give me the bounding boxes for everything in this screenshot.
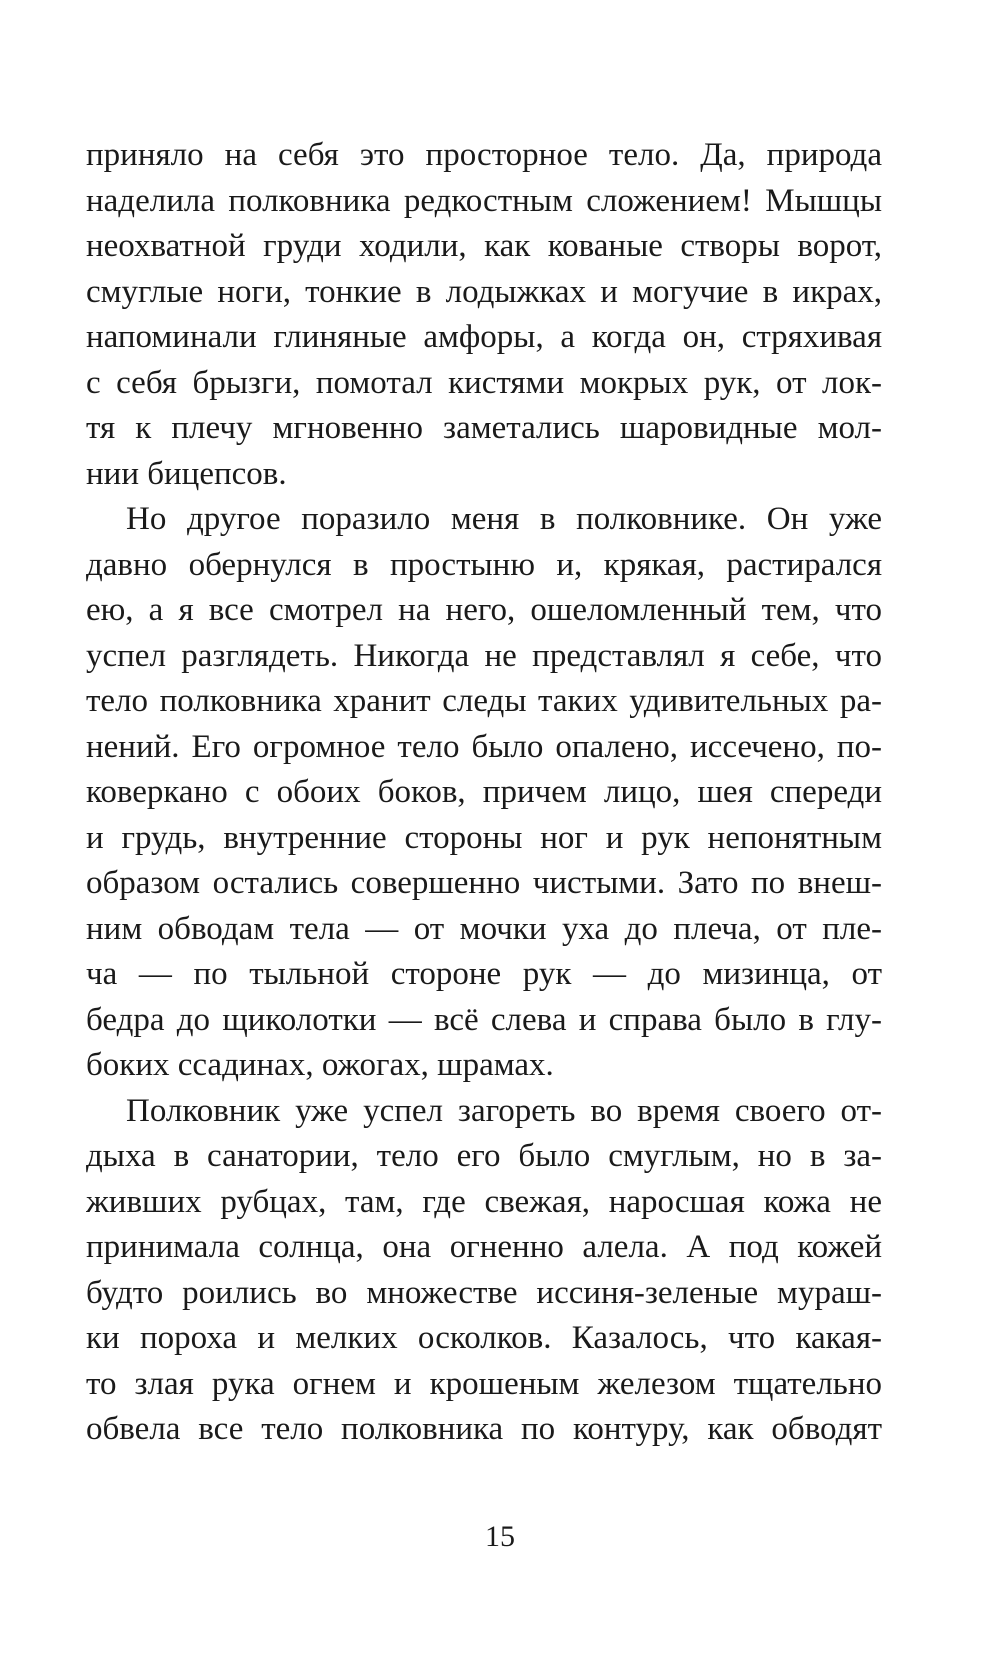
text-line: дыха в санатории, тело его было смуглым, но в за-: [86, 1138, 882, 1174]
text-line: и грудь, внутренние стороны ног и рук непонятным: [86, 819, 882, 856]
text-line: неохватной груди ходили, как кованые створы ворот,: [86, 228, 882, 264]
text-line: с себя брызги, помотал кистями мокрых рук, от лок-: [86, 364, 882, 401]
text-line: будто роились во множестве иссиня-зеленые мураш-: [86, 1274, 882, 1311]
text-line: ча — по тыльной стороне рук — до мизинца, от: [86, 956, 882, 992]
text-line: давно обернулся в простыню и, крякая, растирался: [86, 546, 882, 583]
text-line: смуглые ноги, тонкие в лодыжках и могучие в икрах,: [86, 273, 882, 310]
text-line: ним обводам тела — от мочки уха до плеча, от пле-: [86, 910, 882, 947]
text-line: обвела все тело полковника по контуру, как обводят: [86, 1411, 882, 1447]
text-line: то злая рука огнем и крошеным железом тщательно: [86, 1365, 882, 1402]
text-line: ею, а я все смотрел на него, ошеломленный тем, что: [86, 592, 882, 628]
text-line: коверкано с обоих боков, причем лицо, шея спереди: [86, 774, 882, 810]
text-line: бедра до щиколотки — всё слева и справа было в глу-: [86, 1001, 882, 1038]
text-line: тя к плечу мгновенно заметались шаровидные мол-: [86, 410, 882, 446]
page-number: 15: [485, 1520, 515, 1553]
text-line: живших рубцах, там, где свежая, наросшая кожа не: [86, 1183, 882, 1220]
text-line: наделила полковника редкостным сложением! Мышцы: [86, 182, 882, 219]
text-line: успел разглядеть. Никогда не представлял я себе, что: [86, 637, 882, 674]
text-line: напоминали глиняные амфоры, а когда он, стряхивая: [86, 319, 882, 355]
text-line: образом остались совершенно чистыми. Зато по внеш-: [86, 865, 882, 901]
text-line: нений. Его огромное тело было опалено, иссечено, по-: [86, 728, 882, 765]
text-line: принимала солнца, она огненно алела. А под кожей: [86, 1229, 882, 1265]
text-line: Полковник уже успел загореть во время своего от-: [126, 1092, 882, 1129]
text-line: приняло на себя это просторное тело. Да, природа: [86, 137, 882, 173]
text-line: ки пороха и мелких осколков. Казалось, что какая-: [86, 1320, 882, 1356]
text-line: нии бицепсов.: [86, 455, 287, 492]
text-line: боких ссадинах, ожогах, шрамах.: [86, 1047, 554, 1083]
text-line: тело полковника хранит следы таких удивительных ра-: [86, 683, 882, 719]
text-line: Но другое поразило меня в полковнике. Он уже: [126, 501, 882, 537]
body-text: [86, 133, 882, 1453]
